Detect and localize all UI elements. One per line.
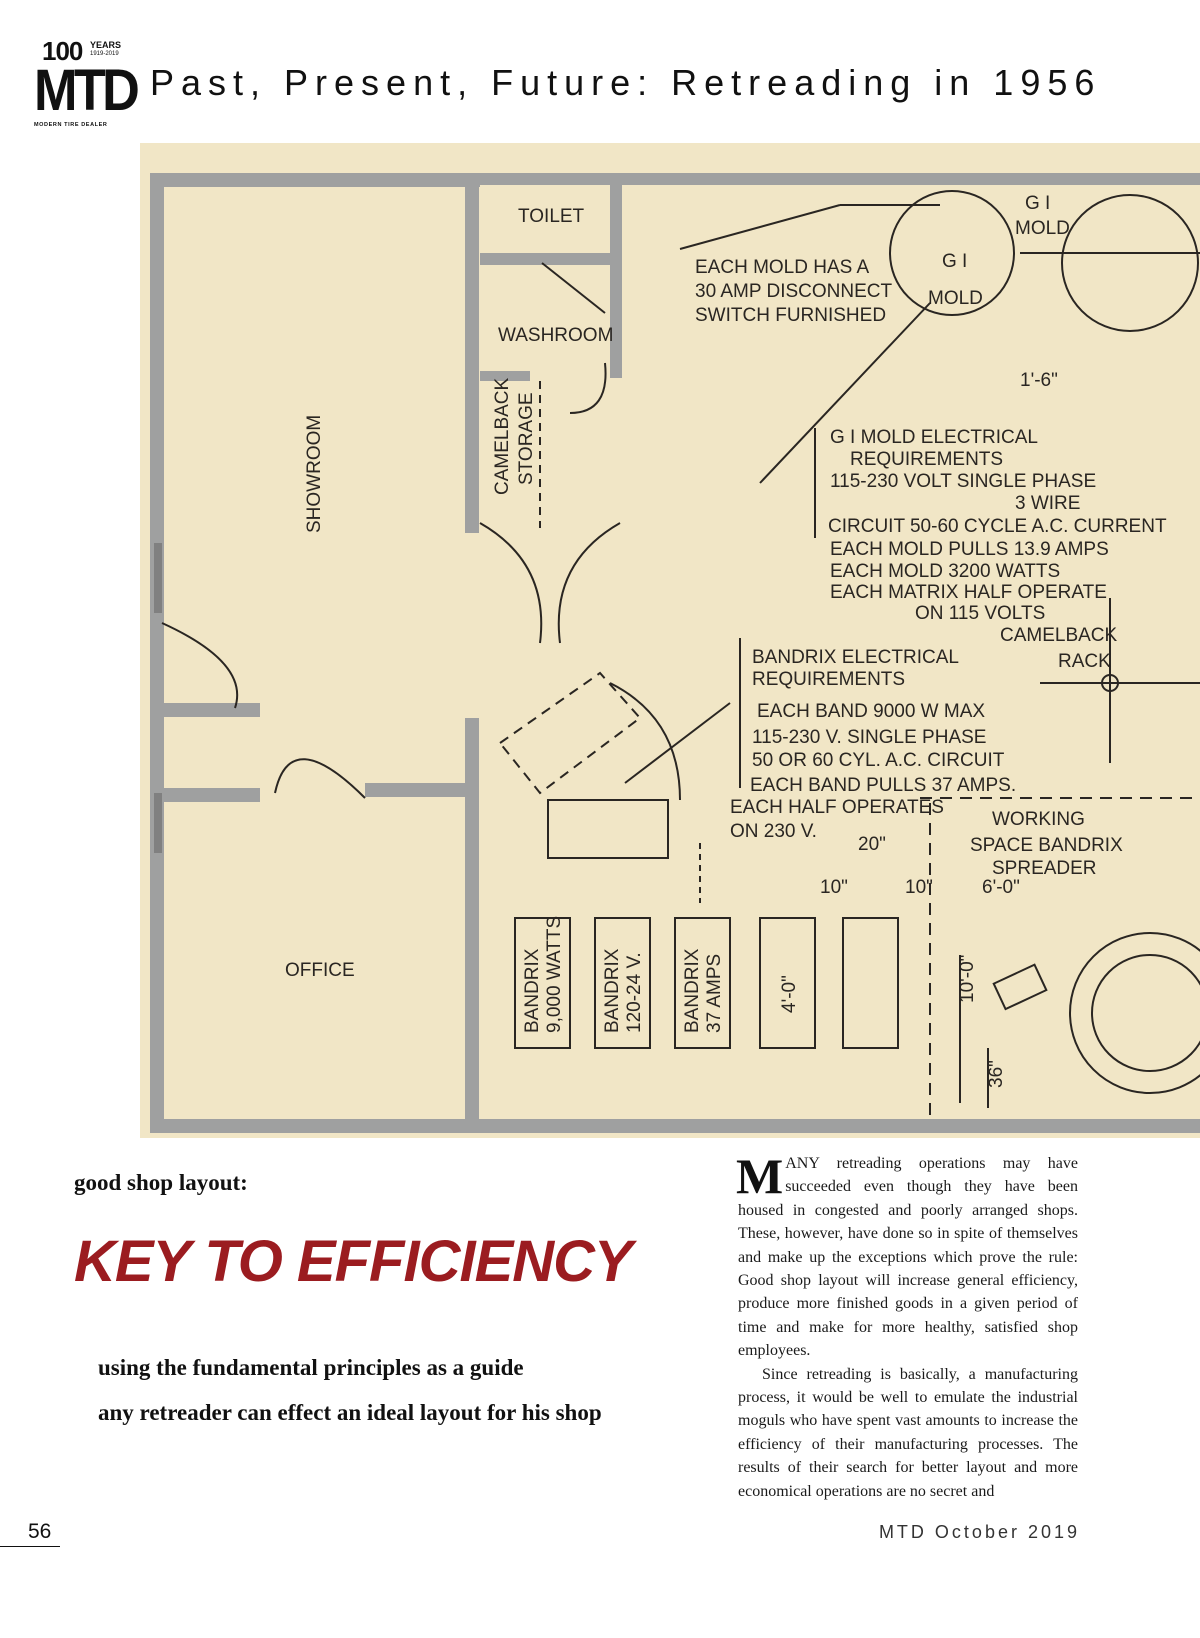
mold-elec-line-6: EACH MOLD PULLS 13.9 AMPS <box>830 539 1109 560</box>
mold-a-label-2: MOLD <box>928 288 983 309</box>
article-paragraph-2: Since retreading is basically, a manufacturing process, it would be well to emulate the industrial moguls who have spent vast amounts to increase the efficiency of their manufacturing processes. The results of their search for better layout and more economical operations are no secret and <box>738 1365 1078 1500</box>
bandrix-elec-line-1: BANDRIX ELECTRICAL <box>752 647 959 668</box>
bandrix-station-2-line-2: 120-24 V. <box>624 952 645 1033</box>
mold-b-label-1: G I <box>1025 193 1051 214</box>
article-body <box>736 1148 1078 1503</box>
article-paragraph-1 <box>736 1148 1078 1363</box>
logo-100-years-number: 100 <box>42 36 83 66</box>
bandrix-elec-line-8: ON 230 V. <box>730 821 817 842</box>
bandrix-elec-line-3: EACH BAND 9000 W MAX <box>757 701 986 722</box>
bandrix-station-1-line-1: BANDRIX <box>522 948 543 1033</box>
page-header-title: Past, Present, Future: Retreading in 1956 <box>150 62 1102 103</box>
working-space-line-2: SPACE BANDRIX <box>970 835 1123 856</box>
dimension-10-inch-b: 10" <box>905 877 933 898</box>
label-camelback-storage-1: CAMELBACK <box>492 377 513 495</box>
article-deck-line-2: any retreader can effect an ideal layout for his shop <box>98 1400 602 1425</box>
working-space-line-1: WORKING <box>992 809 1085 830</box>
dimension-6-ft: 6'-0" <box>982 877 1020 898</box>
page-number-rule <box>0 1546 60 1547</box>
article-paragraph-1-text: ANY retreading operations may have succeeded even though they have been housed in congested and poorly arranged shops. These, however, have done so in spite of themselves and make up the exceptions which prove the rule: Good shop layout will increase general efficiency, produce more finished goods in a given period of time and make for more healthy, satisfied shop employees. <box>738 1155 1078 1360</box>
mold-a-label-1: G I <box>942 251 968 272</box>
mold-elec-line-3: 115-230 VOLT SINGLE PHASE <box>830 471 1097 492</box>
page-number: 56 <box>28 1520 52 1543</box>
bandrix-elec-line-7: EACH HALF OPERATES <box>730 797 944 818</box>
logo-brand: MTD <box>34 58 137 123</box>
camelback-rack-label-2: RACK <box>1058 651 1111 672</box>
logo-years-text: YEARS <box>90 40 122 50</box>
label-office: OFFICE <box>285 960 355 981</box>
bandrix-elec-line-5: 50 OR 60 CYL. A.C. CIRCUIT <box>752 750 1005 771</box>
drop-cap: M <box>736 1148 784 1204</box>
camelback-rack-label-1: CAMELBACK <box>1000 625 1118 646</box>
mold-note-line-1: EACH MOLD HAS A <box>695 257 870 278</box>
bandrix-station-3-line-2: 37 AMPS <box>704 953 725 1033</box>
bandrix-elec-line-2: REQUIREMENTS <box>752 669 906 690</box>
mold-elec-line-9: ON 115 VOLTS <box>915 603 1046 624</box>
mold-elec-line-1: G I MOLD ELECTRICAL <box>830 427 1038 448</box>
label-showroom: SHOWROOM <box>304 414 325 533</box>
mold-note-line-2: 30 AMP DISCONNECT <box>695 281 893 302</box>
dimension-10-ft: 10'-0" <box>957 954 978 1003</box>
bandrix-elec-line-6: EACH BAND PULLS 37 AMPS. <box>750 775 1017 796</box>
mold-elec-line-7: EACH MOLD 3200 WATTS <box>830 561 1061 582</box>
logo-tagline: MODERN TIRE DEALER <box>34 122 108 128</box>
mold-elec-line-8: EACH MATRIX HALF OPERATE <box>830 582 1107 603</box>
mold-note-line-3: SWITCH FURNISHED <box>695 305 887 326</box>
working-space-line-3: SPREADER <box>992 858 1097 879</box>
shop-floor-plan <box>140 143 1200 1138</box>
label-camelback-storage-2: STORAGE <box>516 392 537 485</box>
article-headline: KEY TO EFFICIENCY <box>74 1229 632 1294</box>
article-kicker: good shop layout: <box>74 1170 248 1195</box>
dimension-10-inch-a: 10" <box>820 877 848 898</box>
bandrix-station-3-line-1: BANDRIX <box>682 948 703 1033</box>
bandrix-elec-line-4: 115-230 V. SINGLE PHASE <box>752 727 987 748</box>
logo-years-range: 1919-2019 <box>90 51 119 57</box>
label-toilet: TOILET <box>518 206 585 227</box>
mold-b-label-2: MOLD <box>1015 218 1070 239</box>
article-deck <box>98 1345 718 1435</box>
article-deck-line-1: using the fundamental principles as a guide <box>98 1355 524 1380</box>
dimension-4-ft: 4'-0" <box>779 975 800 1013</box>
label-washroom: WASHROOM <box>498 325 614 346</box>
bandrix-station-2-line-1: BANDRIX <box>602 948 623 1033</box>
floor-plan-drawing <box>140 143 1200 1138</box>
bandrix-station-1-line-2: 9,000 WATTS <box>544 915 565 1033</box>
mold-elec-line-5: CIRCUIT 50-60 CYCLE A.C. CURRENT <box>828 516 1167 537</box>
mold-elec-line-2: REQUIREMENTS <box>850 449 1004 470</box>
dimension-36-inch: 36" <box>986 1060 1007 1088</box>
mtd-logo <box>34 34 137 132</box>
mold-spacing-dimension: 1'-6" <box>1020 370 1058 391</box>
dimension-20-inch: 20" <box>858 834 886 855</box>
footer-issue: MTD October 2019 <box>878 1522 1080 1542</box>
mold-elec-line-4: 3 WIRE <box>1015 493 1081 514</box>
